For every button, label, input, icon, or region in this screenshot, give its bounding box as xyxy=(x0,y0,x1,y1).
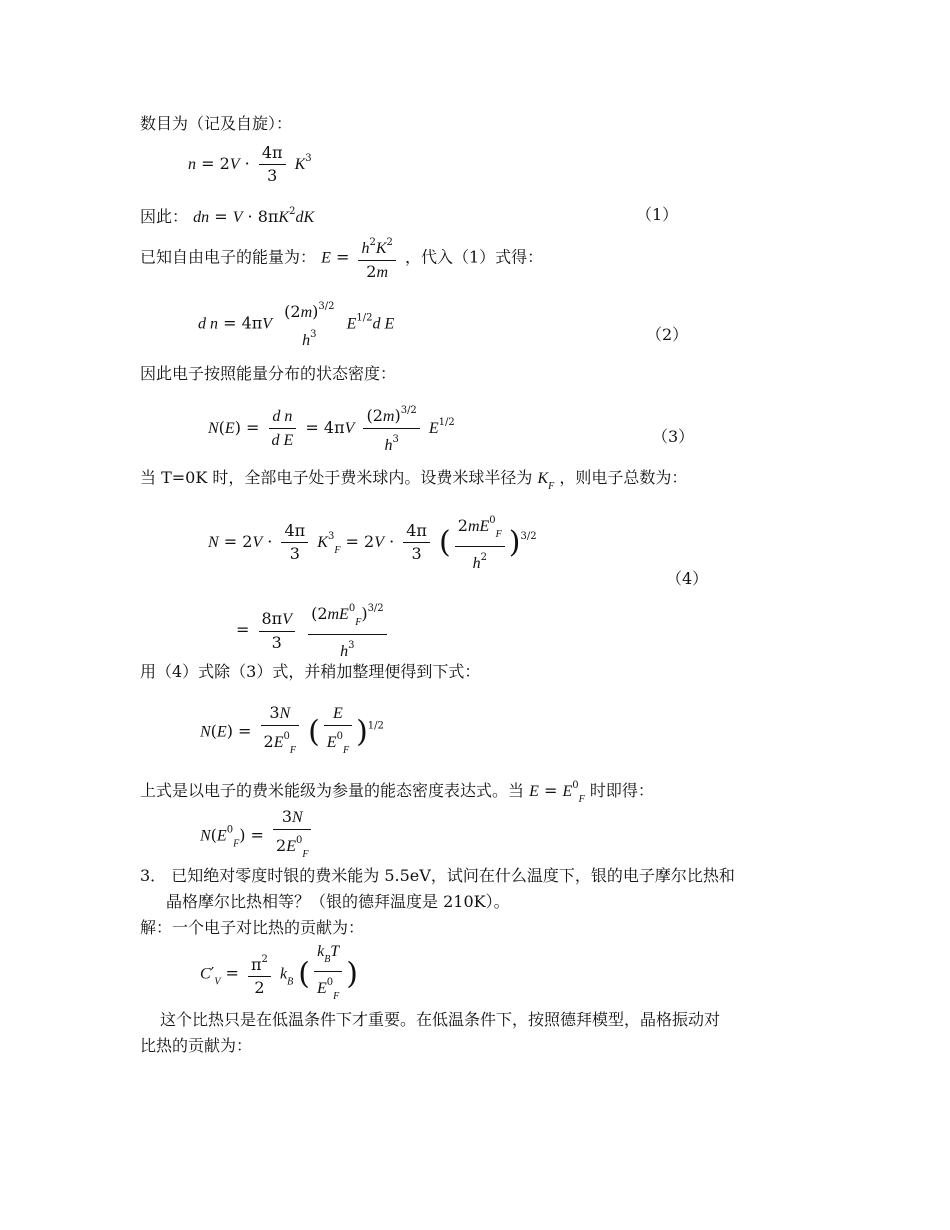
text-para-line1: 这个比热只是在低温条件下才重要。在低温条件下，按照德拜模型，晶格振动对 xyxy=(160,1010,721,1029)
text-known-suffix: ，代入（1）式得： xyxy=(404,247,544,267)
tag-2: （2） xyxy=(646,325,689,344)
text-param-line: 上式是以电子的费米能级为参量的能态密度表达式。当 $E = E^0_F$ 时即得： xyxy=(140,780,654,805)
equation-specific-heat: $C'_V$ = $\frac{\pi^2}{2}$ $k_B$ ( $\frac{k_BT}{E^0_F}$ ) xyxy=(200,940,358,1008)
equation-total-n-simplified: = $\frac{8\pi V}{3}$ $\frac{(2mE^0_F)^{3/2}}{h^3}$ xyxy=(236,598,391,663)
text-since: 因此： xyxy=(140,207,189,226)
equation-dn-line: 因此： dn = $V \cdot 8\pi K^2dK$ xyxy=(140,206,315,226)
equation-fermi-density: $N(E^0_F)$ = $\frac{3N}{2E^0_F}$ xyxy=(200,806,315,866)
equation-total-n: N = 2V · $\frac{4\pi}{3}$ $K^3_F = 2V$ · $\frac{4\pi}{3}$ ( $\frac{2mE^0_F}{h^2}$ )$^{3/2}$ xyxy=(208,510,537,575)
equation-density: N(E) = $\frac{\text{d n}}{\text{d E}}$ = 4πV $\frac{(2m)^{3/2}}{h^3}$ $E^{1/2}$ xyxy=(208,400,455,457)
text-t0: 当 T=0K 时，全部电子处于费米球内。设费米球半径为 xyxy=(140,468,533,487)
text-param-prefix: 上式是以电子的费米能级为参量的能态密度表达式。当 xyxy=(140,781,525,800)
equation-dn-energy: d n = 4πV $(2m)^{3/2}$ $h^3$ $E^{1/2}d$ E xyxy=(198,301,395,349)
equation-energy-line: 已知自由电子的能量为： E = $\frac{h^2K^2}{2m}$ ，代入（1）式得： xyxy=(140,232,543,284)
text-divide: 用（4）式除（3）式，并稍加整理便得到下式： xyxy=(140,662,481,681)
text-t0-line: 当 T=0K 时，全部电子处于费米球内。设费米球半径为 $K_F$ ，则电子总数为： xyxy=(140,468,688,492)
equation-n: n = 2V · $\frac{4\pi}{3}$ $K^3$ xyxy=(188,143,312,185)
tag-4: （4） xyxy=(666,569,709,588)
text-q3-line2: 晶格摩尔比热相等？（银的德拜温度是 210K）。 xyxy=(166,892,510,911)
text-solution: 解：一个电子对比热的贡献为： xyxy=(140,918,365,937)
text-known-prefix: 已知自由电子的能量为： xyxy=(140,247,317,267)
text-intro: 数目为（记及自旋）： xyxy=(140,114,293,133)
text-t0-suffix: ，则电子总数为： xyxy=(559,468,688,487)
tag-1: （1） xyxy=(636,205,679,224)
text-param-suffix: 时即得： xyxy=(589,781,654,800)
text-q3-line1: 3． 已知绝对零度时银的费米能为 5.5eV，试问在什么温度下，银的电子摩尔比热和 xyxy=(140,866,735,885)
text-dos-title: 因此电子按照能量分布的状态密度： xyxy=(140,364,397,383)
tag-3: （3） xyxy=(652,427,695,446)
equation-ratio: N(E) = $\frac{3N}{2E^0_F}$ ( $\frac{E}{E^0_F}$ )$^{1/2}$ xyxy=(200,703,384,756)
text-para-line2: 比热的贡献为： xyxy=(140,1036,253,1055)
